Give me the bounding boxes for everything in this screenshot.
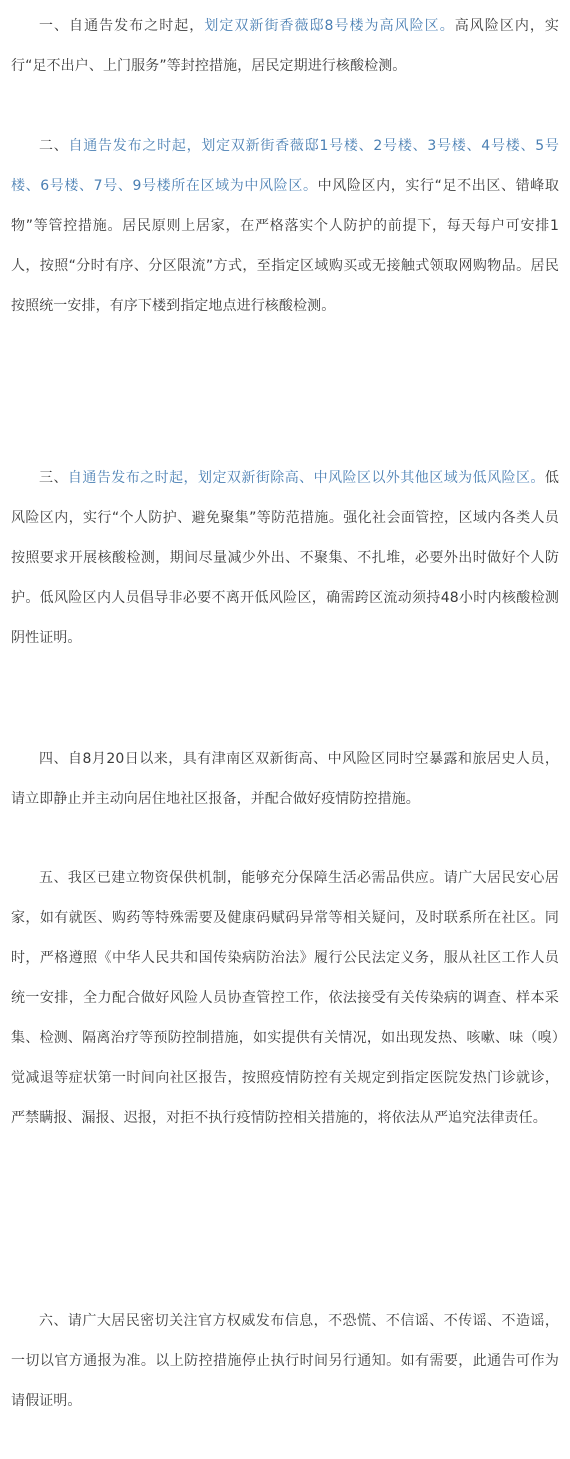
paragraph-2-medium-risk <box>11 126 559 326</box>
paragraph-5-text: 五、我区已建立物资保供机制，能够充分保障生活必需品供应。请广大居民安心居家，如有就医、购药等特殊需要及健康码赋码异常等相关疑问，及时联系所在社区。同时，严格遵照《中华人民共和国传染病防治法》履行公民法定义务，服从社区工作人员统一安排，全力配合做好风险人员协查管控工作，依法接受有关传染病的调查、样本采集、检测、隔离治疗等预防控制措施，如实提供有关情况，如出现发热、咳嗽、味（嗅）觉减退等症状第一时间向社区报告，按照疫情防控有关规定到指定医院发热门诊就诊，严禁瞒报、漏报、迟报，对拒不执行疫情防控相关措施的，将依法从严追究法律责任。 <box>11 870 559 1126</box>
paragraph-1-high-risk <box>11 6 559 86</box>
paragraph-1-text: 高风险区内，实行“足不出户、上门服务”等封控措施，居民定期进行核酸检测。 <box>11 18 560 74</box>
paragraph-3-low-risk <box>11 458 559 658</box>
paragraph-2-lead: 二、 <box>39 138 69 154</box>
paragraph-1-highlight: 划定双新街香薇邸8号楼为高风险区。 <box>204 18 455 34</box>
paragraph-3-lead: 三、 <box>39 470 68 486</box>
paragraph-3-highlight: 自通告发布之时起，划定双新街除高、中风险区以外其他区域为低风险区。 <box>67 470 545 486</box>
paragraph-3-text: 低风险区内，实行“个人防护、避免聚集”等防范措施。强化社会面管控，区域内各类人员按照要求开展核酸检测，期间尽量减少外出、不聚集、不扎堆，必要外出时做好个人防护。低风险区内人员倡导非必要不离开低风险区，确需跨区流动须持48小时内核酸检测阴性证明。 <box>11 470 559 646</box>
paragraph-1-lead: 一、自通告发布之时起， <box>39 18 205 34</box>
paragraph-2-text: 中风险区内，实行“足不出区、错峰取物”等管控措施。居民原则上居家，在严格落实个人防护的前提下，每天每户可安排1人，按照“分时有序、分区限流”方式，至指定区域购买或无接触式领取网购物品。居民按照统一安排，有序下楼到指定地点进行核酸检测。 <box>11 178 560 314</box>
paragraph-2-highlight: 自通告发布之时起，划定双新街香薇邸1号楼、2号楼、3号楼、4号楼、5号楼、6号楼、7号、9号楼所在区域为中风险区。 <box>11 138 559 194</box>
paragraph-4-exposure-report <box>11 739 559 819</box>
paragraph-4-text: 四、自8月20日以来，具有津南区双新街高、中风险区同时空暴露和旅居史人员，请立即静止并主动向居住地社区报备，并配合做好疫情防控措施。 <box>11 751 559 807</box>
paragraph-6-official-info <box>11 1301 559 1421</box>
paragraph-5-supply-guarantee <box>11 858 559 1138</box>
paragraph-6-text: 六、请广大居民密切关注官方权威发布信息，不恐慌、不信谣、不传谣、不造谣，一切以官方通报为准。以上防控措施停止执行时间另行通知。如有需要，此通告可作为请假证明。 <box>11 1313 559 1409</box>
